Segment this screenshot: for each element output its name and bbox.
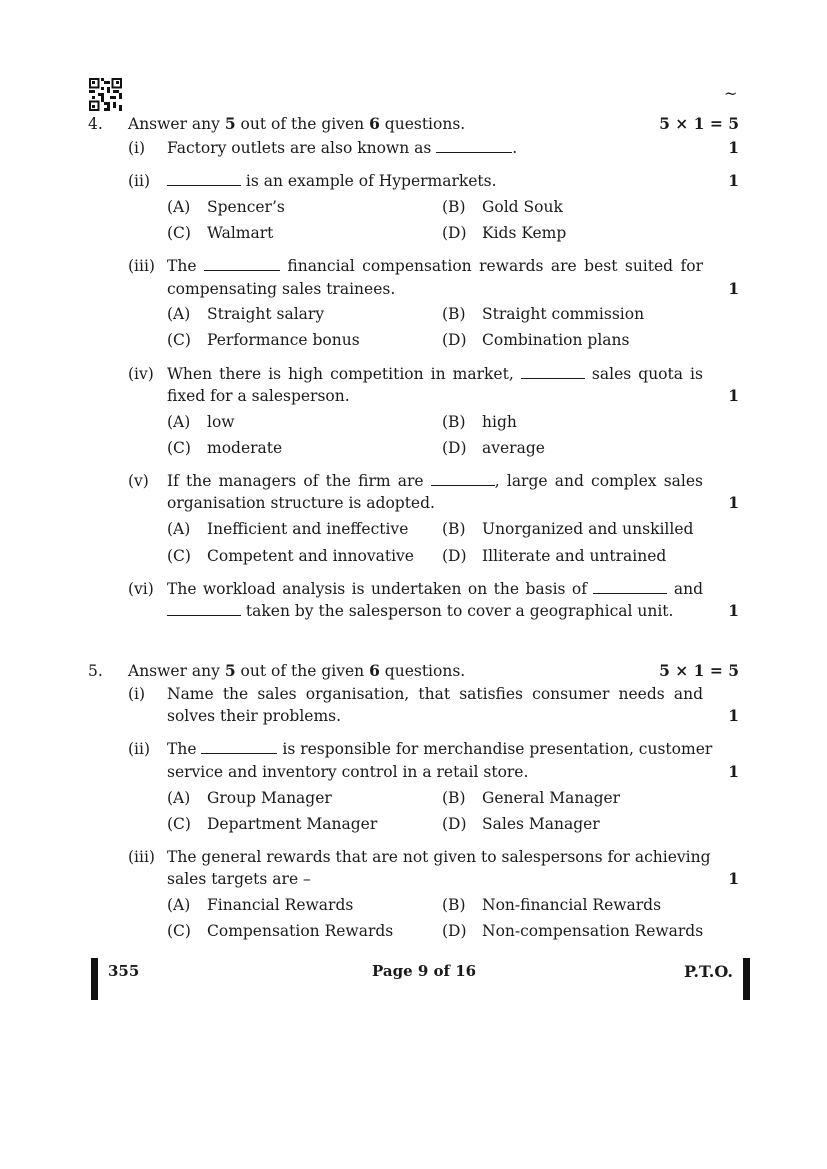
- q4-iv-line2: fixed for a salesperson.: [167, 387, 350, 405]
- option-text: Unorganized and unskilled: [482, 520, 694, 538]
- q5-i-line1: Name the sales organisation, that satisfies consumer needs and: [167, 685, 703, 703]
- q5-iii-line2: sales targets are –: [167, 870, 311, 888]
- option-text: Competent and innovative: [207, 547, 414, 565]
- q4-iv-options-row2: [0, 437, 827, 459]
- q4-i: [0, 137, 827, 159]
- option-label: (D): [442, 439, 467, 457]
- option-label: (C): [167, 224, 191, 242]
- q4-v-line2: organisation structure is adopted.: [167, 494, 435, 512]
- option-label: (D): [442, 547, 467, 565]
- answer-blank: [167, 170, 241, 186]
- option-label: (B): [442, 198, 466, 216]
- q5-iii-cont: [0, 868, 827, 890]
- option-text: average: [482, 439, 545, 457]
- q5-i-cont: [0, 705, 827, 727]
- option-label: (A): [167, 198, 191, 216]
- answer-blank: [431, 470, 495, 486]
- option-text: Straight commission: [482, 305, 645, 323]
- q5-ii-options-row2: [0, 813, 827, 835]
- q4-iii-mark: 1: [728, 279, 739, 298]
- q5-i-mark: 1: [728, 706, 739, 725]
- q5-i-num: (i): [128, 685, 146, 703]
- q4-iv-cont: [0, 385, 827, 407]
- q4-v-options-row2: [0, 545, 827, 567]
- q4-ii-num: (ii): [128, 172, 151, 190]
- q4-vi: [0, 578, 827, 600]
- option-label: (C): [167, 547, 191, 565]
- option-label: (D): [442, 224, 467, 242]
- answer-blank: [521, 363, 585, 379]
- option-text: Compensation Rewards: [207, 922, 394, 940]
- answer-blank: [593, 578, 667, 594]
- qr-code-icon: [89, 78, 122, 111]
- q4-vi-line2: taken by the salesperson to cover a geographical unit.: [167, 600, 703, 622]
- option-label: (B): [442, 896, 466, 914]
- q4-ii-options-row2: [0, 222, 827, 244]
- option-label: (C): [167, 815, 191, 833]
- q5-iii-options-row1: [0, 894, 827, 916]
- option-text: Combination plans: [482, 331, 630, 349]
- option-label: (B): [442, 789, 466, 807]
- q5-iii-options-row2: [0, 920, 827, 942]
- option-text: Group Manager: [207, 789, 332, 807]
- paper-code: 355: [108, 962, 140, 980]
- q4-i-mark: 1: [728, 138, 739, 157]
- q4-ii-text: is an example of Hypermarkets.: [167, 170, 703, 192]
- option-text: moderate: [207, 439, 283, 457]
- option-text: low: [207, 413, 235, 431]
- q5-number: 5.: [88, 662, 103, 680]
- option-text: Gold Souk: [482, 198, 563, 216]
- option-label: (B): [442, 413, 466, 431]
- option-label: (C): [167, 439, 191, 457]
- corner-mark: ~: [724, 84, 738, 103]
- q5-ii-options-row1: [0, 787, 827, 809]
- option-label: (D): [442, 815, 467, 833]
- q4-v-mark: 1: [728, 493, 739, 512]
- option-text: Spencer’s: [207, 198, 285, 216]
- q4-v-line1: If the managers of the firm are , large and complex sales: [167, 472, 703, 490]
- pto-label: P.T.O.: [684, 962, 733, 981]
- q5-ii-line2: service and inventory control in a retail store.: [167, 763, 529, 781]
- q4-ii-mark: 1: [728, 171, 739, 190]
- q5-marks: 5 × 1 = 5: [659, 661, 739, 680]
- option-label: (D): [442, 331, 467, 349]
- option-label: (D): [442, 922, 467, 940]
- q4-instruction: Answer any 5 out of the given 6 questions.: [128, 114, 466, 133]
- option-label: (A): [167, 520, 191, 538]
- option-text: Walmart: [207, 224, 274, 242]
- q5-ii-cont: [0, 761, 827, 783]
- answer-blank: [167, 600, 241, 616]
- q4-iii-options-row2: [0, 329, 827, 351]
- q5-header: [0, 660, 827, 682]
- option-text: Kids Kemp: [482, 224, 567, 242]
- q4-marks: 5 × 1 = 5: [659, 114, 739, 133]
- q4-iii-options-row1: [0, 303, 827, 325]
- page-number: Page 9 of 16: [372, 962, 477, 980]
- q5-ii: [0, 738, 827, 760]
- answer-blank: [436, 137, 512, 153]
- q4-iii-line1: The financial compensation rewards are best suited for: [167, 257, 703, 275]
- q4-vi-line1: The workload analysis is undertaken on the basis of and: [167, 580, 703, 598]
- q4-iii: [0, 255, 827, 277]
- q4-iv-mark: 1: [728, 386, 739, 405]
- q4-iii-cont: [0, 278, 827, 300]
- q5-i: [0, 683, 827, 705]
- q4-iv-options-row1: [0, 411, 827, 433]
- q4-iv-num: (iv): [128, 365, 154, 383]
- q4-i-text: Factory outlets are also known as .: [167, 139, 518, 157]
- q4-vi-cont: [0, 600, 827, 622]
- q4-header: [0, 113, 827, 135]
- option-text: Department Manager: [207, 815, 378, 833]
- option-label: (C): [167, 922, 191, 940]
- option-text: Illiterate and untrained: [482, 547, 667, 565]
- q5-iii-line1: The general rewards that are not given to salespersons for achieving: [167, 848, 711, 866]
- option-text: Non-financial Rewards: [482, 896, 662, 914]
- q4-iv-line1: When there is high competition in market, sales quota is: [167, 365, 703, 383]
- q4-vi-num: (vi): [128, 580, 154, 598]
- footer-left-bar: [91, 958, 98, 1000]
- option-label: (A): [167, 789, 191, 807]
- q4-ii: [0, 170, 827, 192]
- q5-iii-num: (iii): [128, 848, 155, 866]
- q5-ii-mark: 1: [728, 762, 739, 781]
- q4-iii-line2: compensating sales trainees.: [167, 280, 396, 298]
- q5-iii: [0, 846, 827, 868]
- q4-number: 4.: [88, 115, 103, 133]
- option-label: (C): [167, 331, 191, 349]
- option-text: Sales Manager: [482, 815, 600, 833]
- q4-vi-mark: 1: [728, 601, 739, 620]
- option-label: (A): [167, 896, 191, 914]
- q5-iii-mark: 1: [728, 869, 739, 888]
- option-text: General Manager: [482, 789, 621, 807]
- q5-ii-line1: The is responsible for merchandise presentation, customer: [167, 740, 713, 758]
- option-label: (B): [442, 305, 466, 323]
- option-text: Inefficient and ineffective: [207, 520, 409, 538]
- footer-right-bar: [743, 958, 750, 1000]
- q4-ii-options-row1: [0, 196, 827, 218]
- q5-ii-num: (ii): [128, 740, 151, 758]
- option-text: Performance bonus: [207, 331, 360, 349]
- answer-blank: [201, 738, 277, 754]
- q4-iii-num: (iii): [128, 257, 155, 275]
- option-label: (B): [442, 520, 466, 538]
- q4-v-num: (v): [128, 472, 149, 490]
- q5-instruction: Answer any 5 out of the given 6 questions.: [128, 661, 466, 680]
- q4-v-options-row1: [0, 518, 827, 540]
- q4-v: [0, 470, 827, 492]
- option-text: Non-compensation Rewards: [482, 922, 704, 940]
- q4-iv: [0, 363, 827, 385]
- option-label: (A): [167, 413, 191, 431]
- q4-v-cont: [0, 492, 827, 514]
- q5-i-line2: solves their problems.: [167, 707, 342, 725]
- option-text: Straight salary: [207, 305, 325, 323]
- q4-i-num: (i): [128, 139, 146, 157]
- option-text: Financial Rewards: [207, 896, 354, 914]
- answer-blank: [204, 255, 280, 271]
- option-text: high: [482, 413, 517, 431]
- option-label: (A): [167, 305, 191, 323]
